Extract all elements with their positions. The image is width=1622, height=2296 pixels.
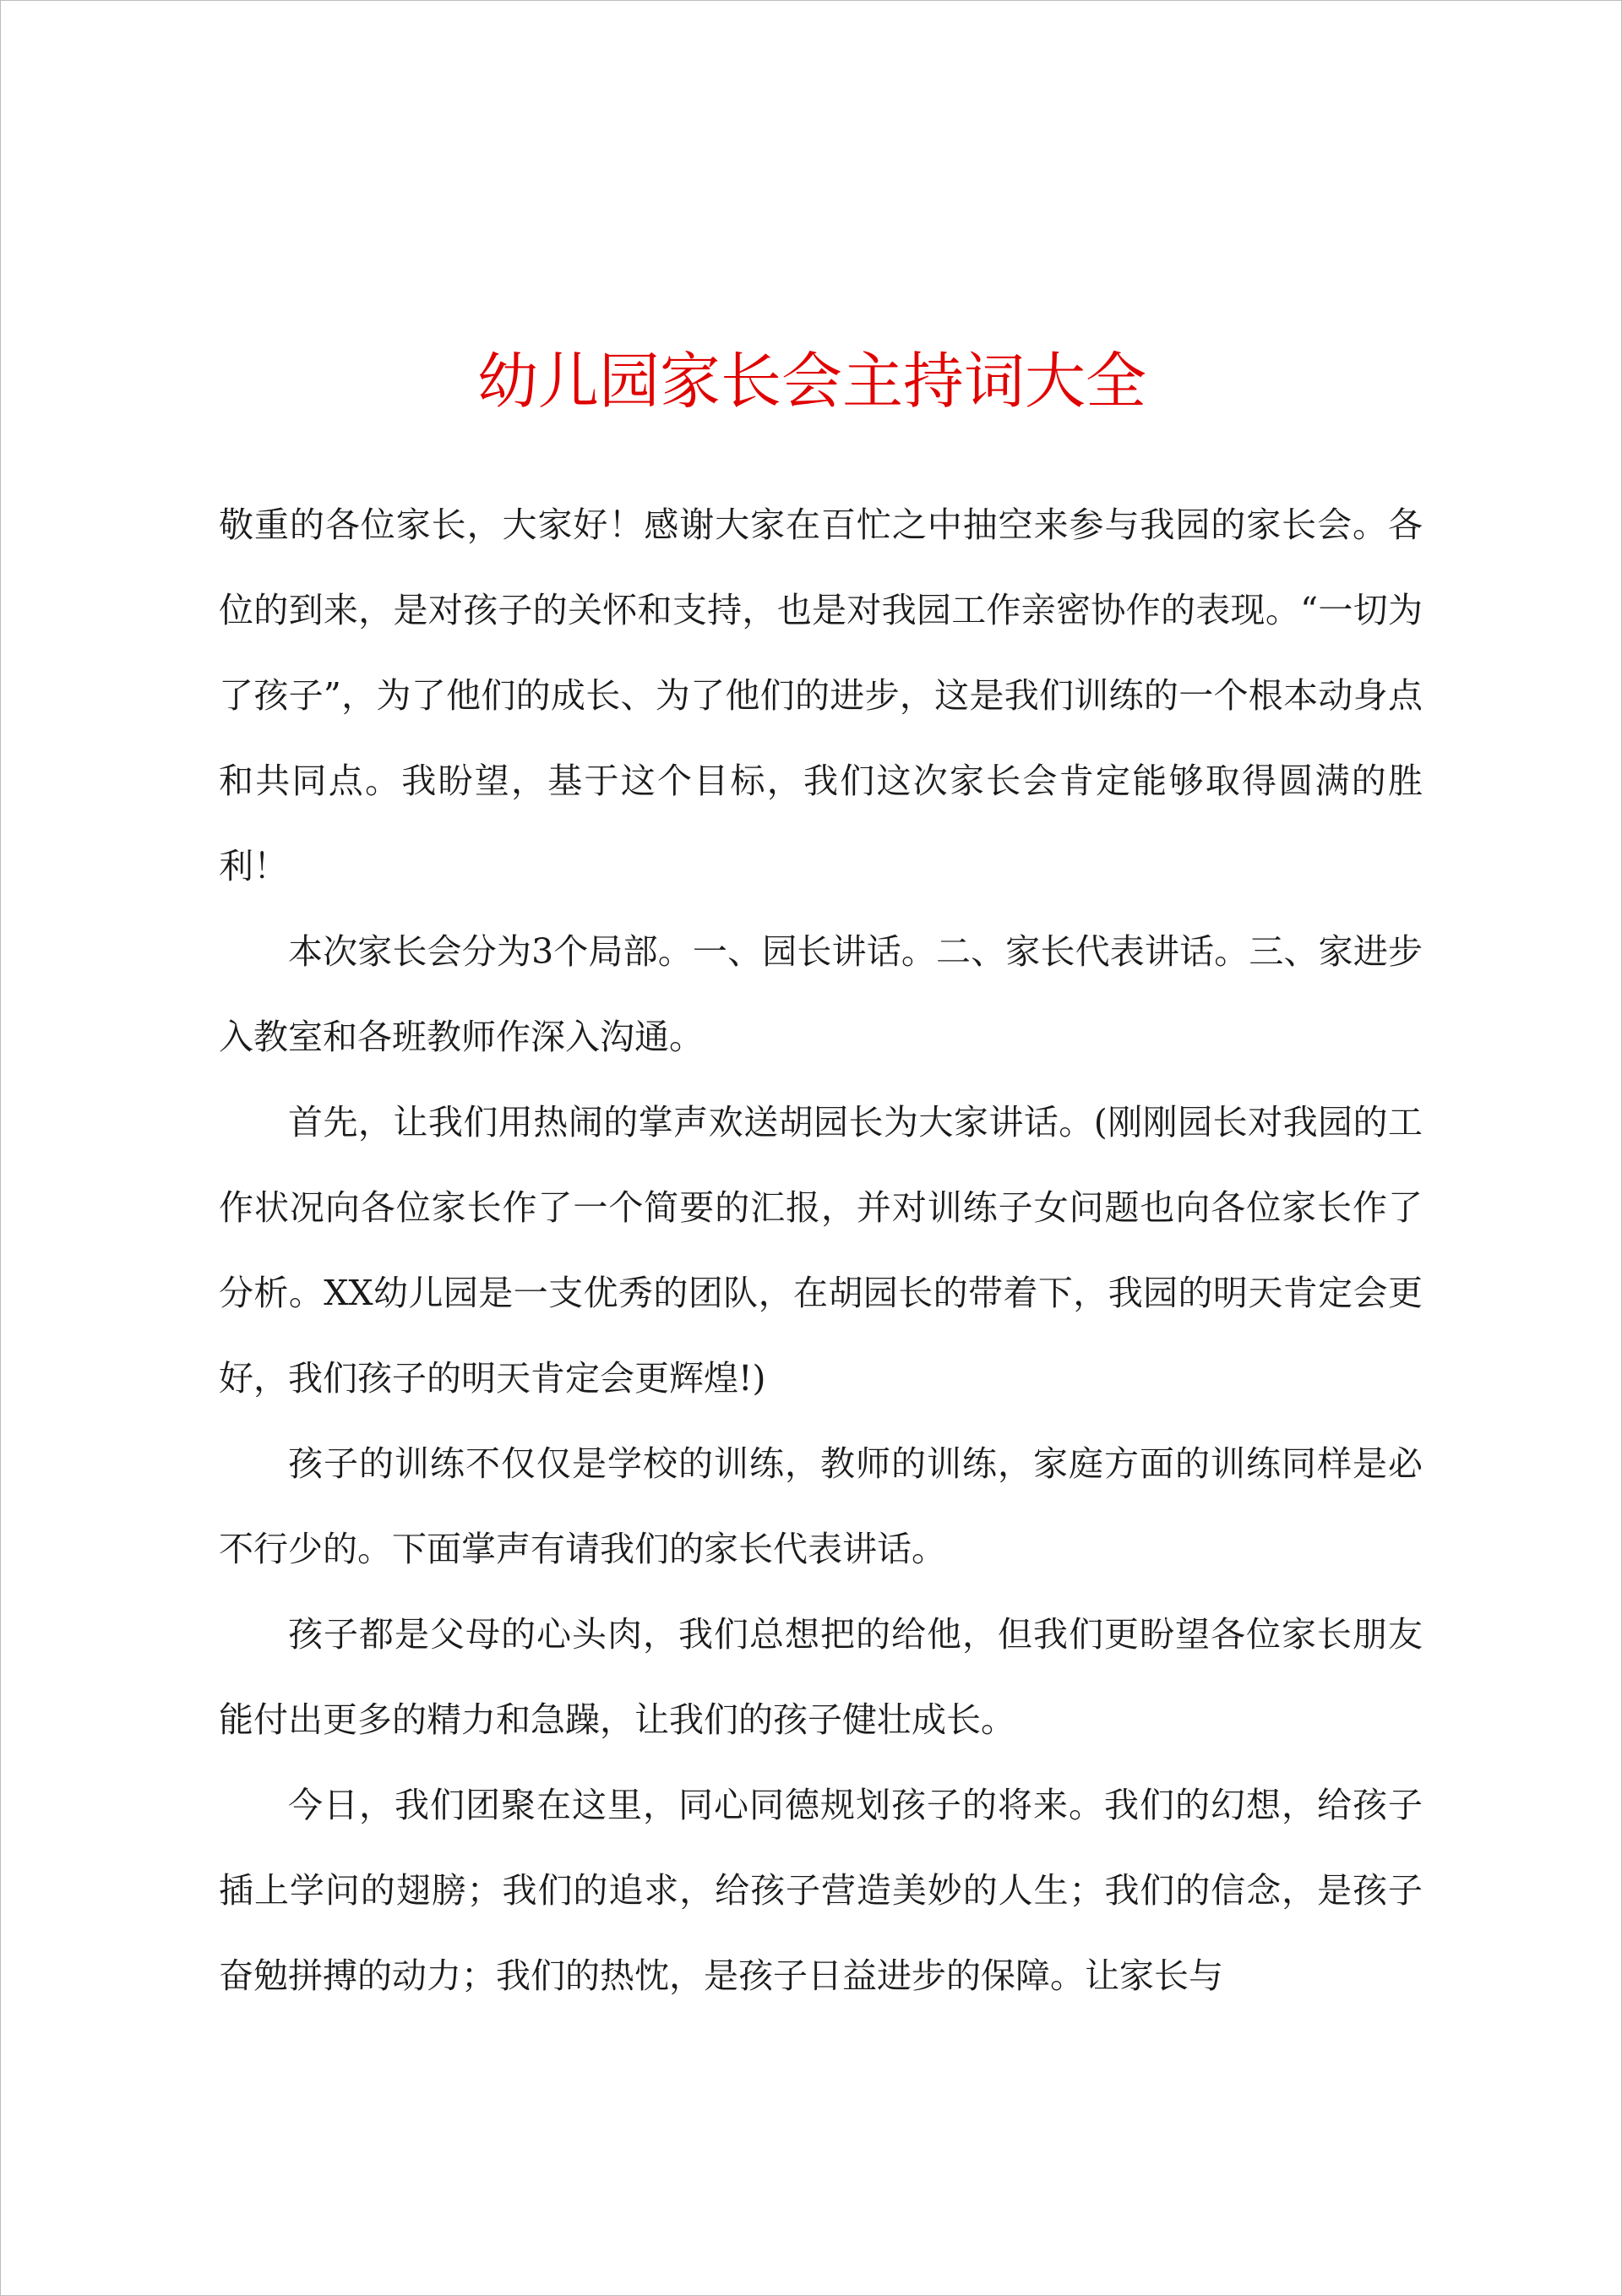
paragraph-5: 孩子都是父母的心头肉，我们总想把的给他，但我们更盼望各位家长朋友能付出更多的精力和急躁，让我们的孩子健壮成长。 — [219, 1614, 1423, 1740]
paragraph-6: 今日，我们团聚在这里，同心同德规划孩子的将来。我们的幻想，给孩子插上学问的翅膀；我们的追求，给孩子营造美妙的人生；我们的信念，是孩子奋勉拼搏的动力；我们的热忱，是孩子日益进步的保障。让家长与 — [219, 1785, 1423, 1996]
paragraph-2: 本次家长会分为3个局部。一、园长讲话。二、家长代表讲话。三、家进步入教室和各班教师作深入沟通。 — [219, 931, 1423, 1057]
document-body — [219, 483, 1423, 2019]
paragraph-1: 敬重的各位家长，大家好！感谢大家在百忙之中抽空来参与我园的家长会。各位的到来，是对孩子的关怀和支持，也是对我园工作亲密协作的表现。“一切为了孩子”，为了他们的成长、为了他们的进步，这是我们训练的一个根本动身点和共同点。我盼望，基于这个目标，我们这次家长会肯定能够取得圆满的胜利！ — [219, 504, 1423, 886]
document-title: 幼儿园家长会主持词大全 — [476, 346, 1146, 417]
paragraph-3: 首先，让我们用热闹的掌声欢送胡园长为大家讲话。(刚刚园长对我园的工作状况向各位家长作了一个简要的汇报，并对训练子女问题也向各位家长作了分析。XX幼儿园是一支优秀的团队，在胡园长的带着下，我园的明天肯定会更好，我们孩子的明天肯定会更辉煌!) — [219, 1102, 1423, 1399]
paragraph-4: 孩子的训练不仅仅是学校的训练，教师的训练，家庭方面的训练同样是必不行少的。下面掌声有请我们的家长代表讲话。 — [219, 1443, 1423, 1569]
